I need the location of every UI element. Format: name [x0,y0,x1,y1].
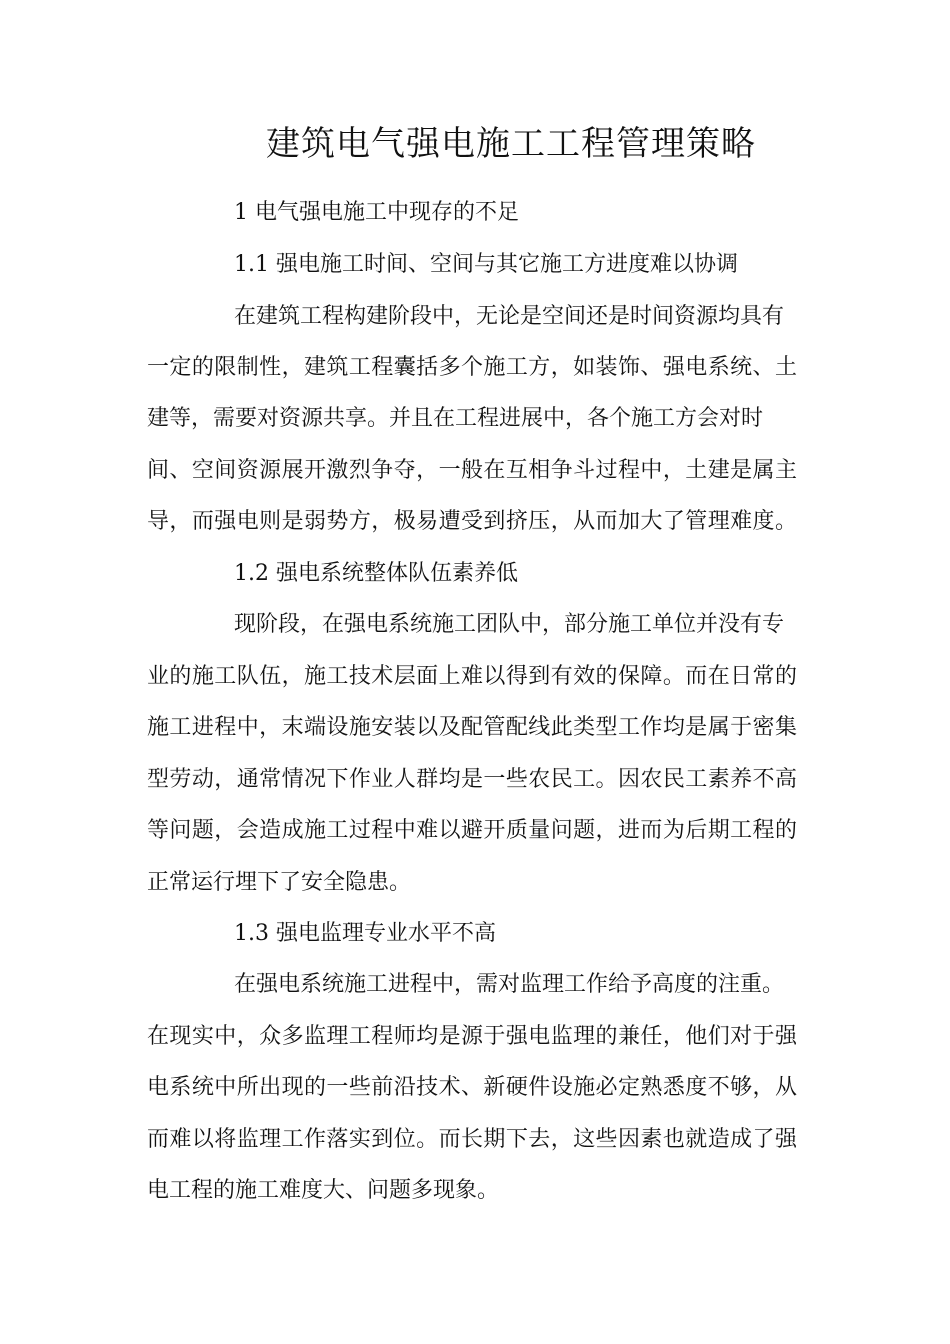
paragraph-line: 建等，需要对资源共享。并且在工程进展中，各个施工方会对时 [147,406,764,431]
paragraph-line: 电工程的施工难度大、问题多现象。 [147,1178,500,1203]
paragraph-line: 而难以将监理工作落实到位。而长期下去，这些因素也就造成了强 [147,1127,797,1152]
paragraph-line: 间、空间资源展开激烈争夺，一般在互相争斗过程中，土建是属主 [147,458,797,483]
section-heading-1: 1 电气强电施工中现存的不足 [234,200,519,225]
subsection-heading-1-3: 1.3 强电监理专业水平不高 [234,921,496,946]
subsection-heading-1-2: 1.2 强电系统整体队伍素养低 [234,561,518,586]
paragraph-line: 在现实中，众多监理工程师均是源于强电监理的兼任，他们对于强 [147,1024,797,1049]
paragraph-line: 正常运行埋下了安全隐患。 [147,870,412,895]
paragraph-line: 在建筑工程构建阶段中，无论是空间还是时间资源均具有 [234,304,785,329]
paragraph-line: 在强电系统施工进程中，需对监理工作给予高度的注重。 [234,972,785,997]
paragraph-line: 电系统中所出现的一些前沿技术、新硬件设施必定熟悉度不够，从 [147,1075,797,1100]
paragraph-line: 现阶段，在强电系统施工团队中，部分施工单位并没有专 [234,612,785,637]
paragraph-line: 一定的限制性，建筑工程囊括多个施工方，如装饰、强电系统、土 [147,355,797,380]
document-title: 建筑电气强电施工工程管理策略 [266,124,756,164]
paragraph-line: 型劳动，通常情况下作业人群均是一些农民工。因农民工素养不高 [147,767,797,792]
paragraph-line: 施工进程中，末端设施安装以及配管配线此类型工作均是属于密集 [147,715,797,740]
paragraph-line: 业的施工队伍，施工技术层面上难以得到有效的保障。而在日常的 [147,664,797,689]
subsection-heading-1-1: 1.1 强电施工时间、空间与其它施工方进度难以协调 [234,252,738,277]
paragraph-line: 导，而强电则是弱势方，极易遭受到挤压，从而加大了管理难度。 [147,509,797,534]
paragraph-line: 等问题，会造成施工过程中难以避开质量问题，进而为后期工程的 [147,818,797,843]
